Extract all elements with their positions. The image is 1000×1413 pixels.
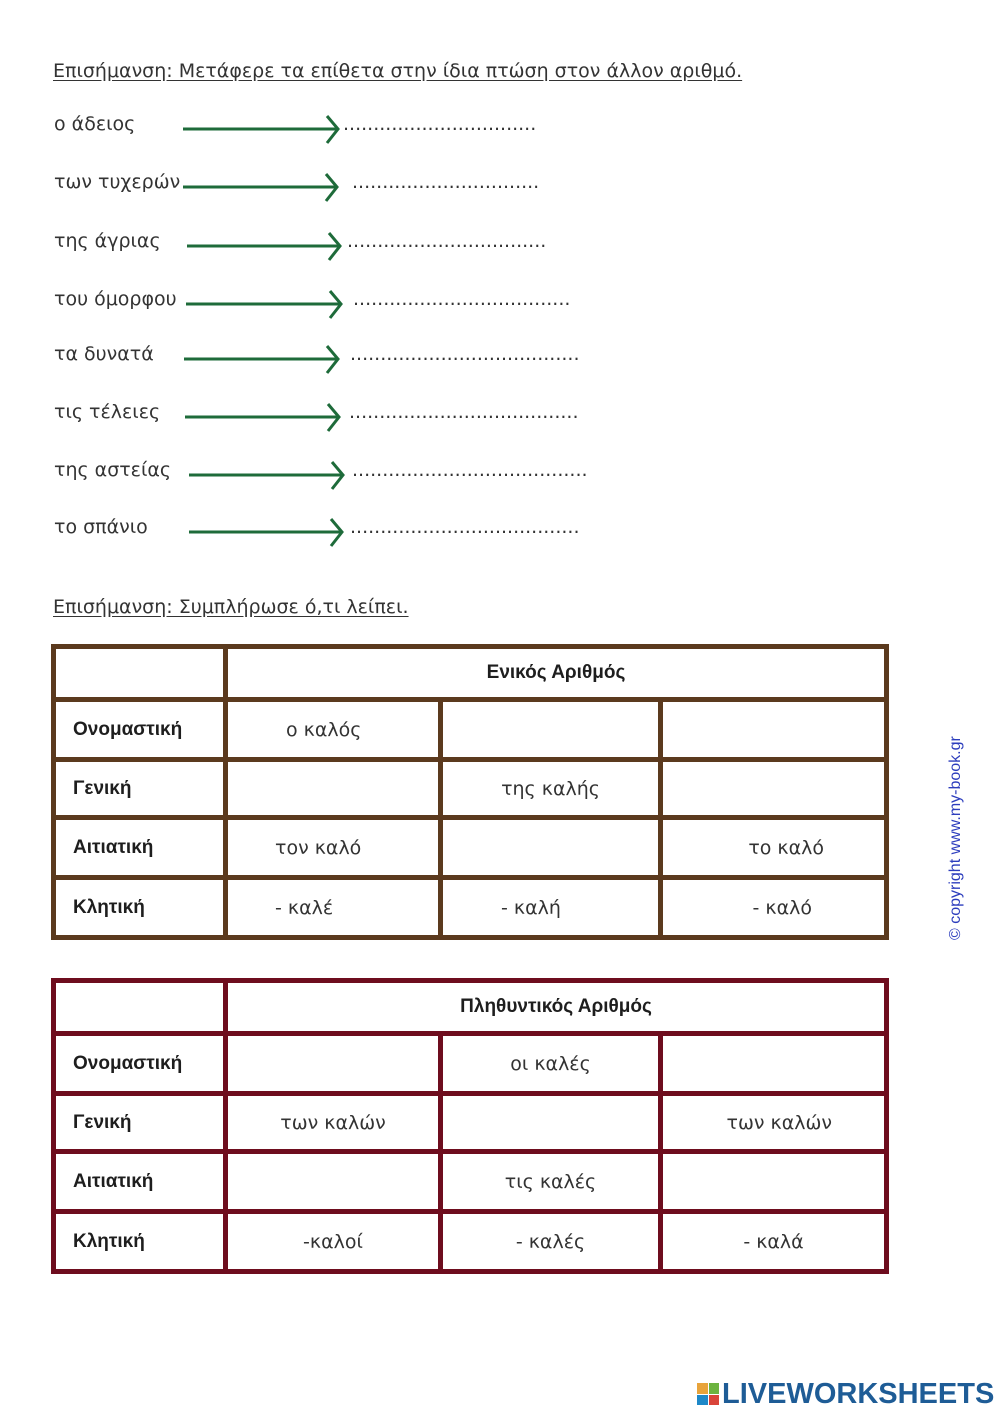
exercise1-word: της άγριας <box>54 230 161 252</box>
exercise1-row <box>0 399 700 439</box>
fill-in-cell[interactable] <box>661 760 887 818</box>
case-label: Ονομαστική <box>54 700 226 760</box>
cell-text: ο καλός <box>286 718 362 741</box>
exercise1-row <box>0 286 700 326</box>
plural-table-row <box>54 1152 887 1212</box>
singular-corner-cell <box>54 647 226 700</box>
form-cell <box>441 760 661 818</box>
answer-blank[interactable]: ............................... <box>352 171 540 193</box>
arrow-right-icon <box>189 459 347 493</box>
form-cell <box>441 1034 661 1094</box>
singular-table-row <box>54 818 887 878</box>
arrow-right-icon <box>189 516 346 550</box>
form-cell <box>441 878 661 938</box>
singular-table-row <box>54 760 887 818</box>
fill-in-cell[interactable] <box>661 1152 887 1212</box>
singular-table-row <box>54 878 887 938</box>
exercise1-row <box>0 111 700 151</box>
exercise1-word: το σπάνιο <box>54 516 148 538</box>
form-cell <box>226 1212 441 1272</box>
arrow-right-icon <box>186 288 345 322</box>
case-label: Κλητική <box>54 1212 226 1272</box>
case-label: Γενική <box>54 1094 226 1152</box>
form-cell <box>226 700 441 760</box>
answer-blank[interactable]: ................................ <box>343 113 537 135</box>
liveworksheets-logo-text: LIVEWORKSHEETS <box>722 1377 995 1410</box>
exercise1-row <box>0 341 700 381</box>
cell-text: οι καλές <box>510 1052 591 1075</box>
arrow-right-icon <box>187 230 344 264</box>
case-label: Αιτιατική <box>54 1152 226 1212</box>
cell-text: - καλές <box>515 1230 586 1253</box>
singular-table-row <box>54 700 887 760</box>
form-cell <box>441 1212 661 1272</box>
exercise1-word: του όμορφου <box>54 288 177 310</box>
plural-header: Πληθυντικός Αριθμός <box>226 981 887 1034</box>
form-cell <box>226 818 441 878</box>
fill-in-cell[interactable] <box>661 700 887 760</box>
fill-in-cell[interactable] <box>441 1094 661 1152</box>
form-cell <box>226 878 441 938</box>
exercise1-word: τις τέλειες <box>54 401 161 423</box>
cell-text: - καλέ <box>275 896 334 919</box>
exercise1-word: τα δυνατά <box>54 343 154 365</box>
exercise1-word: ο άδειος <box>54 113 136 135</box>
case-label: Κλητική <box>54 878 226 938</box>
plural-table-row <box>54 1094 887 1152</box>
form-cell <box>661 1094 887 1152</box>
form-cell <box>661 1212 887 1272</box>
cell-text: τις καλές <box>504 1170 597 1193</box>
plural-table <box>51 978 889 1274</box>
cell-text: των καλών <box>726 1111 833 1134</box>
singular-header: Ενικός Αριθμός <box>226 647 887 700</box>
exercise1-row <box>0 228 700 268</box>
form-cell <box>226 1094 441 1152</box>
form-cell <box>661 818 887 878</box>
case-label: Ονομαστική <box>54 1034 226 1094</box>
answer-blank[interactable]: ...................................... <box>350 516 580 538</box>
fill-in-cell[interactable] <box>226 1034 441 1094</box>
exercise1-instruction: Επισήμανση: Μετάφερε τα επίθετα στην ίδια πτώση στον άλλον αριθμό. <box>53 60 743 82</box>
plural-corner-cell <box>54 981 226 1034</box>
exercise1-row <box>0 457 700 497</box>
answer-blank[interactable]: ...................................... <box>350 343 580 365</box>
exercise1-word: της αστείας <box>54 459 172 481</box>
copyright-text: © copyright www.my-book.gr <box>947 736 964 940</box>
case-label: Γενική <box>54 760 226 818</box>
answer-blank[interactable]: ...................................... <box>349 401 579 423</box>
cell-text: - καλή <box>501 896 561 919</box>
answer-blank[interactable]: .................................... <box>353 288 571 310</box>
fill-in-cell[interactable] <box>226 1152 441 1212</box>
liveworksheets-logo <box>697 1378 994 1410</box>
fill-in-cell[interactable] <box>226 760 441 818</box>
cell-text: - καλά <box>743 1230 804 1253</box>
cell-text: -καλοί <box>303 1230 363 1253</box>
exercise1-row <box>0 514 700 554</box>
arrow-right-icon <box>183 171 341 205</box>
cell-text: των καλών <box>280 1111 386 1134</box>
answer-blank[interactable]: ....................................... <box>352 459 588 481</box>
fill-in-cell[interactable] <box>441 818 661 878</box>
cell-text: τον καλό <box>275 836 362 859</box>
arrow-right-icon <box>184 343 342 377</box>
form-cell <box>661 878 887 938</box>
exercise1-word: των τυχερών <box>54 171 181 193</box>
cell-text: - καλό <box>752 896 813 919</box>
cell-text: το καλό <box>748 836 825 859</box>
fill-in-cell[interactable] <box>441 700 661 760</box>
cell-text: της καλής <box>501 777 600 800</box>
liveworksheets-logo-icon <box>697 1383 719 1405</box>
case-label: Αιτιατική <box>54 818 226 878</box>
form-cell <box>441 1152 661 1212</box>
singular-table <box>51 644 889 940</box>
answer-blank[interactable]: ................................. <box>347 230 547 252</box>
plural-table-row <box>54 1034 887 1094</box>
arrow-right-icon <box>185 401 343 435</box>
exercise2-instruction: Επισήμανση: Συμπλήρωσε ό,τι λείπει. <box>53 596 409 618</box>
arrow-right-icon <box>183 113 342 147</box>
fill-in-cell[interactable] <box>661 1034 887 1094</box>
plural-table-row <box>54 1212 887 1272</box>
exercise1-row <box>0 169 700 209</box>
